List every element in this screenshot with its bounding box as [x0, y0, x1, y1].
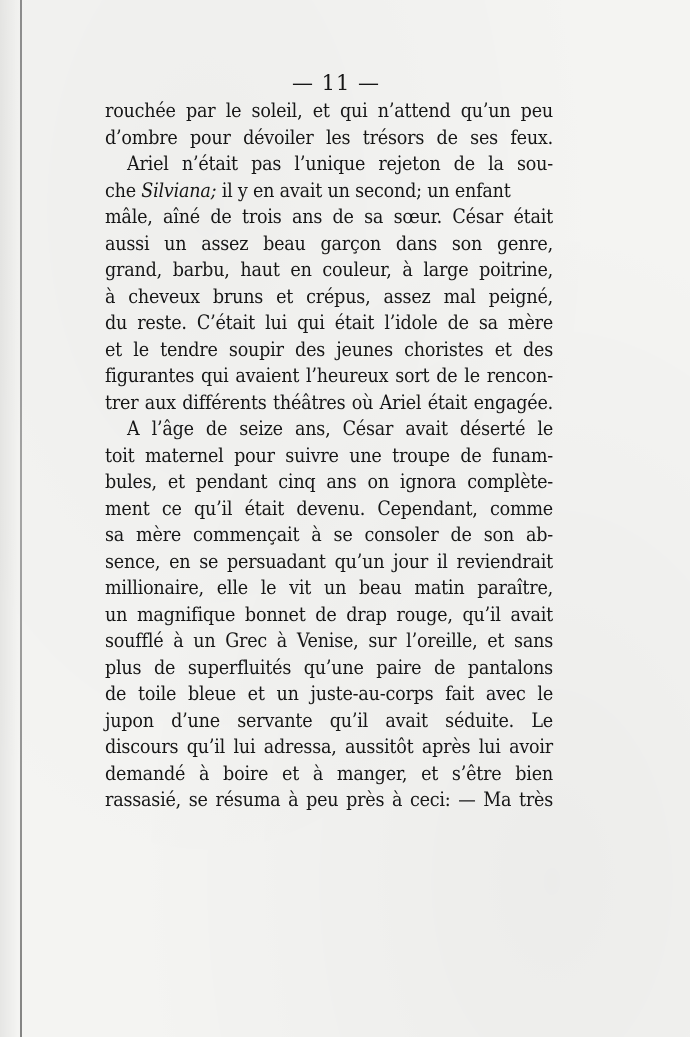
text-line: de toile bleue et un juste-au-corps fait avec le [105, 682, 553, 705]
text-line: rouchée par le soleil, et qui n’attend qu’un peu [105, 99, 553, 122]
text-line: rassasié, se résuma à peu près à ceci: — Ma très [105, 788, 553, 811]
text-line: demandé à boire et à manger, et s’être bien [105, 761, 553, 785]
book-page [105, 68, 553, 814]
binding-shadow [0, 0, 18, 1037]
text-line: grand, barbu, haut en couleur, à large poitrine, [105, 258, 553, 281]
paragraph-start-line: Ariel n’était pas l’unique rejeton de la sou- [127, 152, 553, 175]
text-line: figurantes qui avaient l’heureux sort de le rencon- [105, 364, 553, 387]
text-line: soufflé à un Grec à Venise, sur l’oreille, et sans [105, 629, 553, 652]
text-line: ment ce qu’il était devenu. Cependant, comme [105, 496, 553, 520]
text-line: bules, et pendant cinq ans on ignora complète- [105, 470, 553, 493]
paragraph-start-line: A l’âge de seize ans, César avait déserté le [127, 417, 553, 440]
text-line: un magnifique bonnet de drap rouge, qu’il avait [105, 602, 553, 626]
text-line: trer aux différents théâtres où Ariel était engagée. [105, 390, 553, 414]
text-line: jupon d’une servante qu’il avait séduite. Le [105, 708, 553, 732]
text-line: toit maternel pour suivre une troupe de funam- [105, 443, 553, 467]
body-text [105, 98, 553, 814]
text-line: aussi un assez beau garçon dans son genre, [105, 231, 553, 255]
text-line: mâle, aîné de trois ans de sa sœur. César était [105, 205, 553, 228]
text-line: sa mère commençait à se consoler de son ab- [105, 523, 553, 546]
text-line: sence, en se persuadant qu’un jour il reviendrait [105, 549, 553, 573]
text-line: discours qu’il lui adressa, aussitôt après lui avoir [105, 735, 553, 758]
text-line: millionaire, elle le vit un beau matin paraître, [105, 576, 553, 599]
italic-name-silviana: Silviana; [141, 178, 217, 202]
text-segment: che [105, 178, 142, 202]
page-number: — 11 — [291, 71, 381, 95]
binding-edge-line [20, 0, 22, 1037]
text-line: du reste. C’était lui qui était l’idole de sa mère [105, 311, 553, 334]
text-segment: il y en avait un second; un enfant [216, 178, 511, 202]
text-line: et le tendre soupir des jeunes choristes et des [105, 337, 553, 361]
text-line: à cheveux bruns et crépus, assez mal peigné, [105, 284, 553, 308]
text-line: d’ombre pour dévoiler les trésors de ses feux. [105, 125, 553, 149]
text-line: plus de superfluités qu’une paire de pantalons [105, 655, 553, 679]
text-line-with-italic [105, 178, 553, 205]
